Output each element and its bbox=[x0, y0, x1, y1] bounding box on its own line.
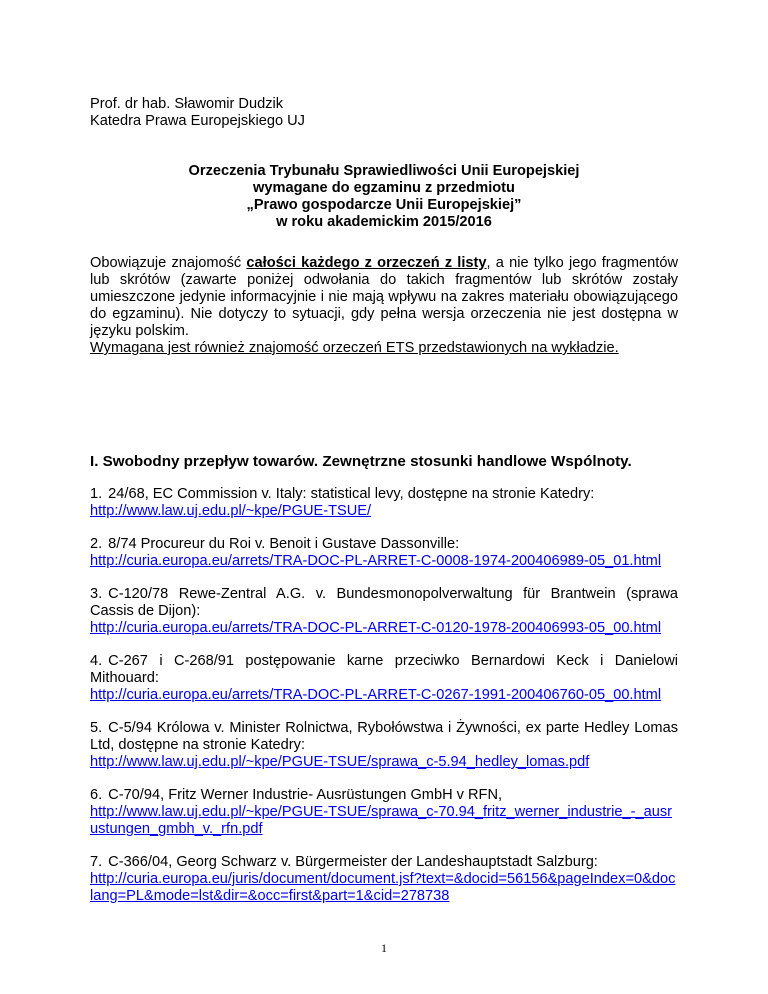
intro-lead: Obowiązuje znajomość bbox=[90, 255, 247, 271]
title-line-4: w roku akademickim 2015/2016 bbox=[276, 214, 492, 230]
list-item bbox=[90, 720, 678, 771]
list-item bbox=[90, 653, 678, 704]
item-link[interactable]: http://curia.europa.eu/arrets/TRA-DOC-PL-ARRET-C-0120-1978-200406993-05_00.html bbox=[90, 620, 662, 636]
item-number: 7. bbox=[90, 854, 103, 870]
item-text: C-267 i C-268/91 postępowanie karne przeciwko Bernardowi Keck i Danielowi Mithouard: bbox=[90, 653, 678, 686]
list-item bbox=[90, 536, 678, 570]
author-name: Prof. dr hab. Sławomir Dudzik bbox=[90, 96, 284, 112]
list-item bbox=[90, 854, 678, 905]
item-link[interactable]: http://www.law.uj.edu.pl/~kpe/PGUE-TSUE/ bbox=[90, 503, 372, 519]
item-number: 3. bbox=[90, 586, 103, 602]
item-link[interactable]: http://curia.europa.eu/arrets/TRA-DOC-PL-ARRET-C-0008-1974-200406989-05_01.html bbox=[90, 553, 662, 569]
item-number: 5. bbox=[90, 720, 103, 736]
list-item bbox=[90, 586, 678, 637]
item-text: C-120/78 Rewe-Zentral A.G. v. Bundesmonopolverwaltung für Brantwein (sprawa Cassis de Dijon): bbox=[90, 586, 678, 619]
author-affiliation: Katedra Prawa Europejskiego UJ bbox=[90, 113, 305, 129]
item-link[interactable]: http://curia.europa.eu/juris/document/document.jsf?text=&docid=56156&pageIndex=0&doclang=PL&mode=lst&dir=&occ=first&part=1&cid=278738 bbox=[90, 871, 676, 904]
item-link[interactable]: http://www.law.uj.edu.pl/~kpe/PGUE-TSUE/sprawa_c-5.94_hedley_lomas.pdf bbox=[90, 754, 590, 770]
title-line-1: Orzeczenia Trybunału Sprawiedliwości Unii Europejskiej bbox=[188, 163, 580, 179]
judgments-list bbox=[90, 486, 678, 921]
item-number: 6. bbox=[90, 787, 103, 803]
intro-note: Wymagana jest również znajomość orzeczeń ETS przedstawionych na wykładzie. bbox=[90, 340, 619, 356]
item-text: C-70/94, Fritz Werner Industrie- Ausrüstungen GmbH v RFN, bbox=[108, 787, 503, 803]
item-link[interactable]: http://curia.europa.eu/arrets/TRA-DOC-PL-ARRET-C-0267-1991-200406760-05_00.html bbox=[90, 687, 662, 703]
intro-rest: , a nie tylko jego fragmentów lub skrótów (zawarte poniżej odwołania do takich fragmentów lub skrótów zostały umieszczone jedynie informacyjnie i nie mają wpływu na zakres materiału obowiązującego do egzaminu). Nie dotyczy to sytuacji, gdy pełna wersja orzeczenia nie jest dostępna w języku polskim. bbox=[90, 255, 678, 339]
item-number: 1. bbox=[90, 486, 103, 502]
intro-emphasis: całości każdego z orzeczeń z listy bbox=[246, 255, 487, 271]
item-text: 24/68, EC Commission v. Italy: statistical levy, dostępne na stronie Katedry: bbox=[108, 486, 595, 502]
item-text: C-5/94 Królowa v. Minister Rolnictwa, Rybołówstwa i Żywności, ex parte Hedley Lomas Ltd, dostępne na stronie Katedry: bbox=[90, 720, 678, 753]
list-item bbox=[90, 486, 678, 520]
intro-paragraph bbox=[90, 255, 678, 357]
author-block bbox=[90, 96, 305, 130]
item-number: 4. bbox=[90, 653, 103, 669]
title-line-3: „Prawo gospodarcze Unii Europejskiej” bbox=[246, 197, 522, 213]
item-text: C-366/04, Georg Schwarz v. Bürgermeister der Landeshauptstadt Salzburg: bbox=[108, 854, 598, 870]
section-title: I. Swobodny przepływ towarów. Zewnętrzne stosunki handlowe Wspólnoty. bbox=[90, 453, 632, 470]
title-line-2: wymagane do egzaminu z przedmiotu bbox=[253, 180, 515, 196]
item-link[interactable]: http://www.law.uj.edu.pl/~kpe/PGUE-TSUE/sprawa_c-70.94_fritz_werner_industrie_-_ausrustungen_gmbh_v._rfn.pdf bbox=[90, 804, 672, 837]
item-text: 8/74 Procureur du Roi v. Benoit i Gustave Dassonville: bbox=[108, 536, 460, 552]
document-title bbox=[90, 163, 678, 231]
page-number: 1 bbox=[381, 941, 387, 955]
item-number: 2. bbox=[90, 536, 103, 552]
list-item bbox=[90, 787, 678, 838]
